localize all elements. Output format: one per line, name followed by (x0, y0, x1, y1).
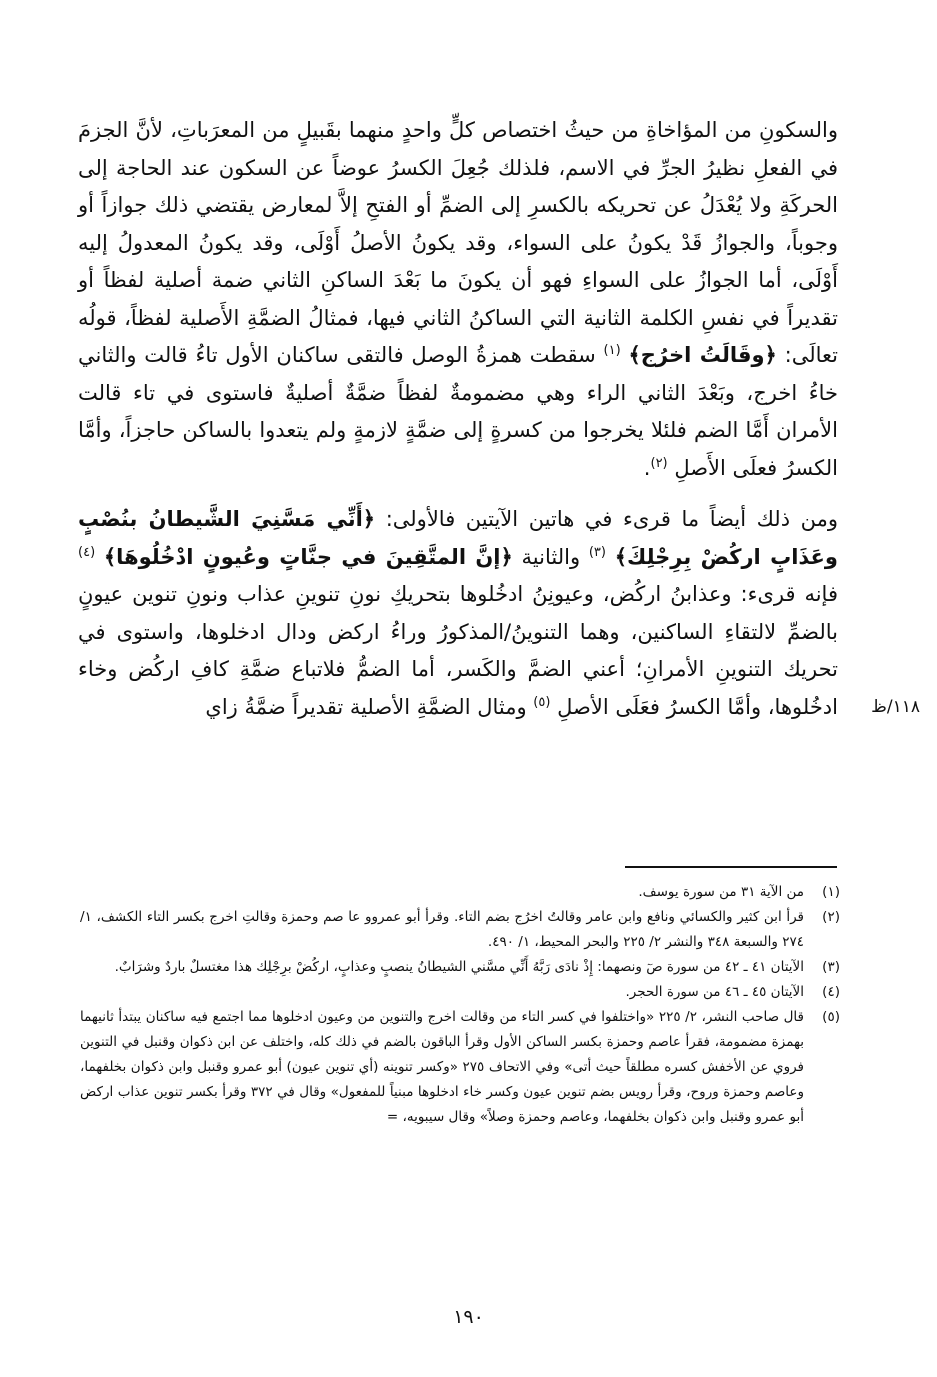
main-text (78, 112, 838, 726)
footnote-number: (٣) (822, 959, 840, 975)
quran-verse-1: ﴿وقَالَتُ اخرُج﴾ (628, 343, 777, 367)
paragraph-2-text-b: والثانية (521, 544, 581, 569)
footnote-ref-2: (٢) (650, 455, 668, 471)
paragraph-2-text-a: ومن ذلك أيضاً ما قرىء في هاتين الآيتين فالأولى: (385, 507, 838, 531)
paragraph-1-end: . (643, 455, 651, 480)
footnote-number: (٤) (822, 984, 840, 1000)
footnote (80, 880, 840, 905)
quran-verse-2: ﴿أَنِّي مَسَّنِيَ الشَّيطانُ بنُصْبٍ وعَذَابٍ اركُضْ بِرِجْلِكَ﴾ (78, 507, 838, 569)
footnote (80, 905, 840, 955)
footnote-ref-4: (٤) (78, 544, 96, 560)
footnote-text: الآيتان ٤١ ـ ٤٢ من سورة صٓ ونصهما: إِذْ نادَى رَبَّهُ أَنِّي مسَّني الشيطانُ ينصبٍ وعذابٍ، اركُضْ برِجْلِك هذا مغتسلٌ باردٌ وشرَابٌ. (114, 959, 804, 975)
footnotes (80, 880, 840, 1130)
paragraph-2 (78, 501, 838, 726)
manuscript-folio-note: ١١٨/ظ (871, 697, 920, 717)
footnote-text: قال صاحب النشر، ٢/ ٢٢٥ «واختلفوا في كسر التاء من وقالت اخرج والتنوين من وعيون ادخلوها مما اجتمع فيه ساكنان يبتدأ ثانيهما بهمزة مضمومة، فقرأ عاصم وحمزة بكسر الساكن الأول وقرأ الباقون بالضم في ذلك كله، واختلف عن ابن ذكوان وقنبل في التنوين فروي عن الأخفش كسره مطلقاً حيث أتى» وفي الاتحاف ٢٧٥ «وكسر تنوينه (أي تنوين عيون) أبو عمرو وقنبل وابن ذكوان بخلفهما، وعاصم وحمزة وروح، وقرأ رويس بضم تنوين عيون وكسر خاء ادخلوها مبنياً للمفعول» وقال في ٣٧٢ وقرأ بكسر تنوين عذاب اركض أبو عمرو وقنبل وابن ذكوان بخلفهما، وعاصم وحمزة وصلاً» وقال سيبويه، = (80, 1009, 805, 1125)
footnote-number: (٥) (822, 1009, 840, 1025)
footnote (80, 1005, 840, 1130)
quran-verse-3: ﴿إنَّ المتَّقِينَ في جنَّاتٍ وعُيونٍ ادْخُلُوهَا﴾ (103, 544, 513, 569)
footnote-text: قرأ ابن كثير والكسائي ونافع وابن عامر وقالتُ اخرُج بضم التاء. وقرأ أبو عمروو عا صم وحمزة وقالتِ اخرج بكسر التاء الكشف، ١/ ٢٧٤ والسبعة ٣٤٨ والنشر ٢/ ٢٢٥ والبحر المحيط، ١/ ٤٩٠. (80, 909, 804, 950)
paragraph-1-text-b: سقطت همزةُ الوصل فالتقى ساكنان الأول تاءُ قالت والثاني خاءُ اخرج، وبَعْدَ الثاني الراء وهي مضمومةٌ لفظاً ضمَّةٌ أصليةٌ فاستوى في تاء قالت الأمران أَمَّا الضم فلئلا يخرجوا من كسرةٍ إلى ضمَّةٍ لازمةٍ ولم يتعدوا بالساكن حاجزاً، وأمَّا الكسرُ فعلَى الأَصلِ (78, 343, 838, 480)
footnote-text: الآيتان ٤٥ ـ ٤٦ من سورة الحجر. (625, 984, 804, 1000)
paragraph-1-text-a: والسكونِ من المؤاخاةِ من حيثُ اختصاص كلٍّ واحدٍ منهما بقَبيلٍ من المعرَباتِ، لأنَّ الجزمَ في الفعلِ نظيرُ الجرِّ في الاسم، فلذلك جُعِلَ الكسرُ عوضاً عن السكون عند الحاجة إلى الحركَةِ ولا يُعْدَلُ عن تحريكه بالكسرِ إلى الضمِّ أو الفتحِ إلاَّ لمعارض يقتضي ذلك جوازاً أو وجوباً، والجوازُ قَدْ يكونُ على السواء، وقد يكونُ الأصلُ أَوْلَى، وقد يكونُ المعدولُ إليه أَوْلَى، أما الجوازُ على السواءِ فهو أن يكونَ ما بَعْدَ الساكنِ الثاني ضمة أصلية لفظاً أو تقديراً في نفسِ الكلمة الثانية التي الساكنُ الثاني فيها، فمثالُ الضمَّةِ الأَصلية لفظاً، قولُه تعالَى: (78, 118, 838, 367)
footnote-ref-3: (٣) (588, 544, 606, 560)
footnote-number: (١) (822, 884, 840, 900)
paragraph-2-text-c: فإنه قرىء: وعذابنُ اركُض، وعيونِنُ ادخُلوها بتحريكِ نونِ تنوينِ عذاب ونونِ تنوين عيونٍ بالضمِّ لالتقاءِ الساكنين، وهما التنوينُ/المذكورُ وراءُ اركض ودال ادخلوها، واستوى في تحريك التنوينِ الأمرانِ؛ أعني الضمَّ والكَسر، أما الضمُّ فلاتباع ضمَّةِ كافِ اركُض وخاء ادخُلوها، وأمَّا الكسرُ فعَلَى الأصلِ (78, 582, 838, 719)
footnote (80, 955, 840, 980)
footnote-ref-1: (١) (603, 343, 621, 358)
footnote-ref-5: (٥) (533, 694, 551, 710)
page-number: ١٩٠ (453, 1306, 484, 1328)
footnote-separator (625, 866, 837, 868)
footnote-number: (٢) (822, 909, 840, 925)
footnote-text: من الآية ٣١ من سورة يوسف. (638, 884, 804, 900)
footnote (80, 980, 840, 1005)
paragraph-2-text-d: ومثال الضمَّةِ الأصلية تقديراً ضمَّةُ زاي (205, 694, 527, 719)
paragraph-1 (78, 112, 838, 487)
